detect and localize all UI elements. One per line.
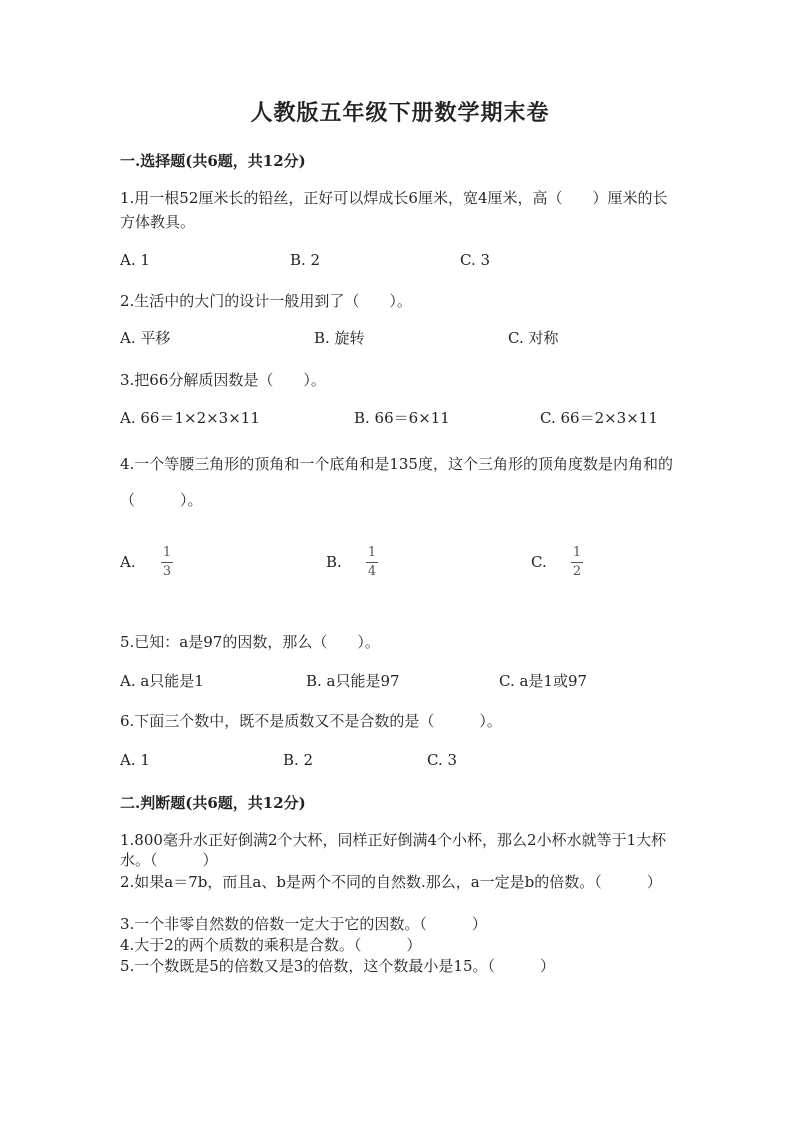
question-4-option-c[interactable] [531,553,547,571]
question-2-option-a[interactable]: A. 平移 [120,329,171,347]
fraction-one-fourth [366,546,378,579]
fraction-numerator: 1 [572,545,582,560]
tf-item-4: 4.大于2的两个质数的乘积是合数。（ ） [120,936,422,954]
section-heading-true-false: 二.判断题(共6题，共12分) [120,794,306,812]
option-label: C. [531,553,547,571]
question-3: 3.把66分解质因数是（ ）。 [120,371,326,389]
question-1: 1.用一根52厘米长的铅丝，正好可以焊成长6厘米，宽4厘米，高（ ）厘米的长方体教具。 [120,189,668,231]
question-3-option-b[interactable]: B. 66＝6×11 [354,409,450,427]
question-4-option-a[interactable] [120,553,136,571]
fraction-bar [366,562,378,563]
tf-item-1: 1.800毫升水正好倒满2个大杯，同样正好倒满4个小杯，那么2小杯水就等于1大杯水。（ ） [120,831,667,869]
fraction-bar [161,562,173,563]
question-3-option-a[interactable]: A. 66＝1×2×3×11 [120,409,260,427]
fraction-one-half [571,546,583,579]
question-6-option-b[interactable]: B. 2 [283,751,314,769]
question-2-option-c[interactable]: C. 对称 [508,329,559,347]
option-label: B. [326,553,342,571]
question-5: 5.已知：a是97的因数，那么（ ）。 [120,633,380,651]
question-1-option-c[interactable]: C. 3 [460,251,491,269]
fraction-denominator: 3 [162,564,172,579]
section-heading-choice: 一.选择题(共6题，共12分) [120,152,306,170]
fraction-denominator: 4 [367,564,377,579]
question-2: 2.生活中的大门的设计一般用到了（ ）。 [120,292,412,310]
question-1-option-a[interactable]: A. 1 [120,251,150,269]
question-6-option-a[interactable]: A. 1 [120,751,150,769]
question-5-option-a[interactable]: A. a只能是1 [120,672,204,690]
question-6: 6.下面三个数中，既不是质数又不是合数的是（ ）。 [120,712,502,730]
fraction-bar [571,562,583,563]
tf-item-3: 3.一个非零自然数的倍数一定大于它的因数。（ ） [120,915,487,933]
fraction-numerator: 1 [162,545,172,560]
tf-item-5: 5.一个数既是5的倍数又是3的倍数，这个数最小是15。（ ） [120,957,555,975]
question-5-option-b[interactable]: B. a只能是97 [306,672,400,690]
question-6-option-c[interactable]: C. 3 [427,751,458,769]
option-label: A. [120,553,136,571]
question-2-option-b[interactable]: B. 旋转 [314,329,365,347]
fraction-one-third [161,546,173,579]
question-5-option-c[interactable]: C. a是1或97 [499,672,588,690]
fraction-numerator: 1 [367,545,377,560]
tf-item-2: 2.如果a＝7b，而且a、b是两个不同的自然数.那么，a一定是b的倍数。（ ） [120,873,662,891]
question-4: 4.一个等腰三角形的顶角和一个底角和是135度，这个三角形的顶角度数是内角和的（ ）。 [120,455,673,509]
question-4-option-b[interactable] [326,553,342,571]
page-title: 人教版五年级下册数学期末卷 [250,100,550,126]
question-3-option-c[interactable]: C. 66＝2×3×11 [540,409,658,427]
question-1-option-b[interactable]: B. 2 [290,251,321,269]
fraction-denominator: 2 [572,564,582,579]
